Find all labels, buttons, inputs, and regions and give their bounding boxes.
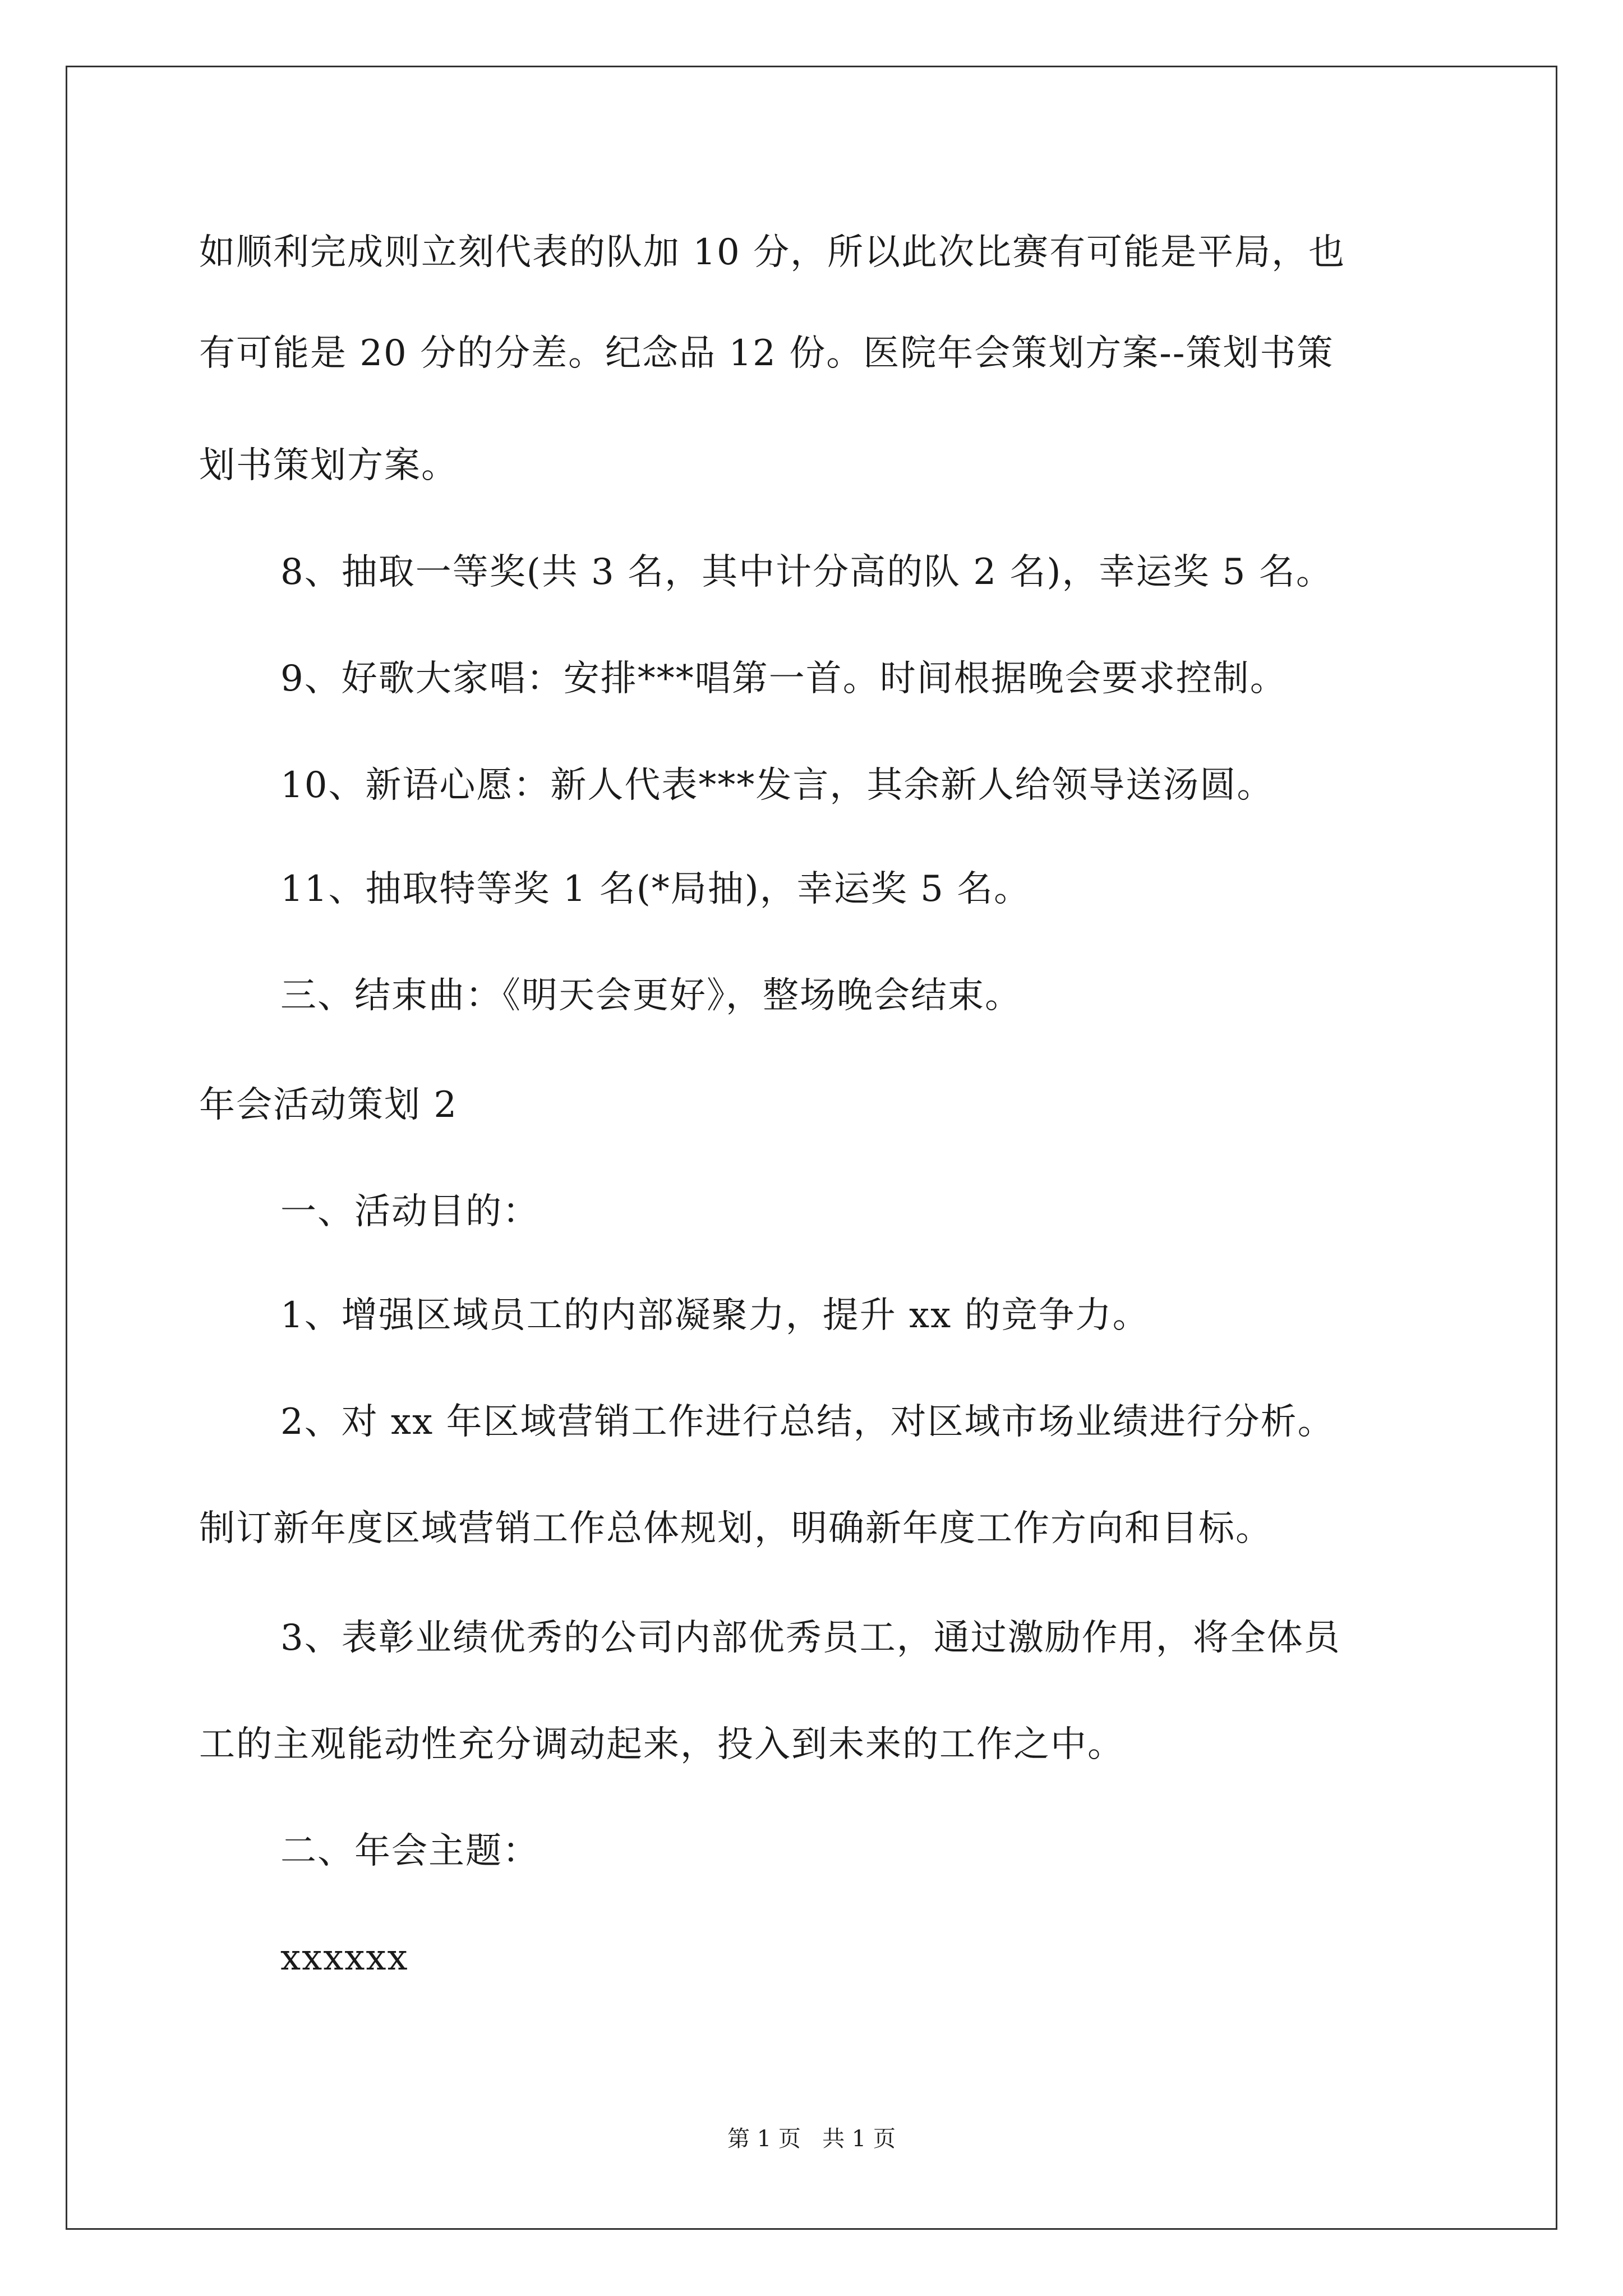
- text-line-item-9: 9、好歌大家唱：安排***唱第一首。时间根据晚会要求控制。: [280, 658, 1287, 700]
- text-line-3: 划书策划方案。: [199, 445, 458, 486]
- text-line-closing: 三、结束曲：《明天会更好》，整场晚会结束。: [280, 975, 1022, 1016]
- text-line-purpose-2-cont: 制订新年度区域营销工作总体规划，明确新年度工作方向和目标。: [199, 1508, 1272, 1549]
- text-line-theme-heading: 二、年会主题：: [280, 1830, 540, 1872]
- text-line-purpose-3-cont: 工的主观能动性充分调动起来，投入到未来的工作之中。: [199, 1724, 1124, 1765]
- text-line-item-8: 8、抽取一等奖(共 3 名，其中计分高的队 2 名)，幸运奖 5 名。: [280, 551, 1333, 593]
- page-border: [66, 66, 1557, 2230]
- section-heading: 年会活动策划 2: [199, 1084, 458, 1126]
- text-line-item-11: 11、抽取特等奖 1 名(*局抽)，幸运奖 5 名。: [280, 868, 1031, 910]
- text-line-purpose-heading: 一、活动目的：: [280, 1191, 540, 1232]
- text-line-1: 如顺利完成则立刻代表的队加 10 分，所以此次比赛有可能是平局，也: [199, 232, 1346, 273]
- text-line-purpose-3: 3、表彰业绩优秀的公司内部优秀员工，通过激励作用，将全体员: [280, 1617, 1341, 1659]
- text-line-theme-value: xxxxxx: [280, 1937, 409, 1978]
- page-footer: 第 1 页 共 1 页: [727, 2126, 896, 2152]
- text-line-item-10: 10、新语心愿：新人代表***发言，其余新人给领导送汤圆。: [280, 765, 1274, 806]
- text-line-purpose-1: 1、增强区域员工的内部凝聚力，提升 xx 的竞争力。: [280, 1295, 1150, 1336]
- text-line-2: 有可能是 20 分的分差。纪念品 12 份。医院年会策划方案--策划书策: [199, 333, 1334, 374]
- text-line-purpose-2: 2、对 xx 年区域营销工作进行总结，对区域市场业绩进行分析。: [280, 1401, 1335, 1443]
